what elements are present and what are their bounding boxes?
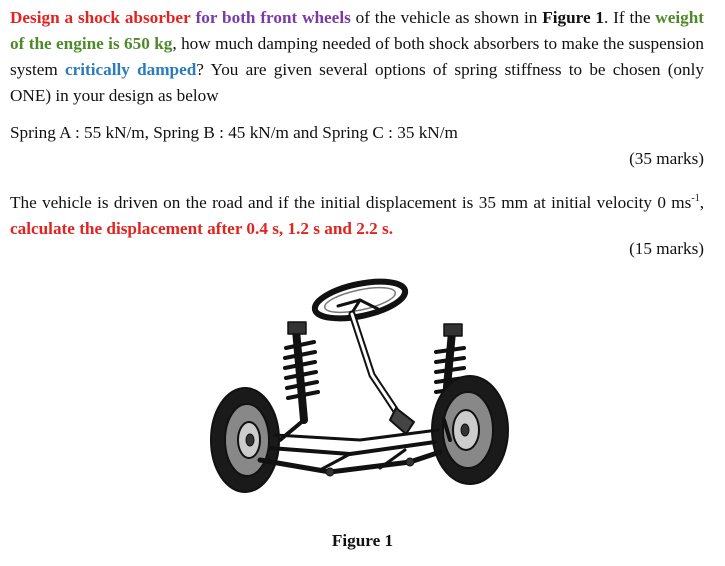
front-wheels-emphasis: for both front wheels	[195, 8, 351, 27]
steering-rack	[275, 430, 438, 440]
text-segment: ? You are given several options of spring stiffness to be chosen (only ONE) in your design as below	[10, 60, 704, 105]
question-1-paragraph	[10, 5, 704, 109]
text-segment: . If the	[604, 8, 656, 27]
marks-question-2: (15 marks)	[629, 239, 704, 258]
spring-options: Spring A : 55 kN/m, Spring B : 45 kN/m and Spring C : 35 kN/m	[10, 123, 458, 142]
figure-caption: Figure 1	[331, 531, 394, 550]
figure-reference: Figure 1	[542, 8, 605, 27]
text-segment: ,	[699, 193, 704, 212]
unit-superscript: -1	[691, 193, 700, 204]
suspension-illustration	[200, 270, 520, 520]
engine-weight-emphasis: weight of the engine is 650 kg	[10, 8, 704, 53]
design-instruction: Design a shock absorber	[10, 8, 191, 27]
critically-damped-emphasis: critically damped	[64, 60, 197, 79]
text-segment: of the vehicle as shown in	[350, 8, 543, 27]
question-2-paragraph	[10, 190, 704, 242]
text-segment: , how much damping needed of both shock absorbers to make the suspension system	[10, 34, 704, 79]
marks-question-1: (35 marks)	[629, 149, 704, 168]
calculation-instruction: calculate the displacement after 0.4 s, 1.2 s and 2.2 s.	[10, 219, 394, 238]
text-segment: The vehicle is driven on the road and if the initial displacement is 35 mm at initial velocity 0 ms	[10, 193, 692, 212]
